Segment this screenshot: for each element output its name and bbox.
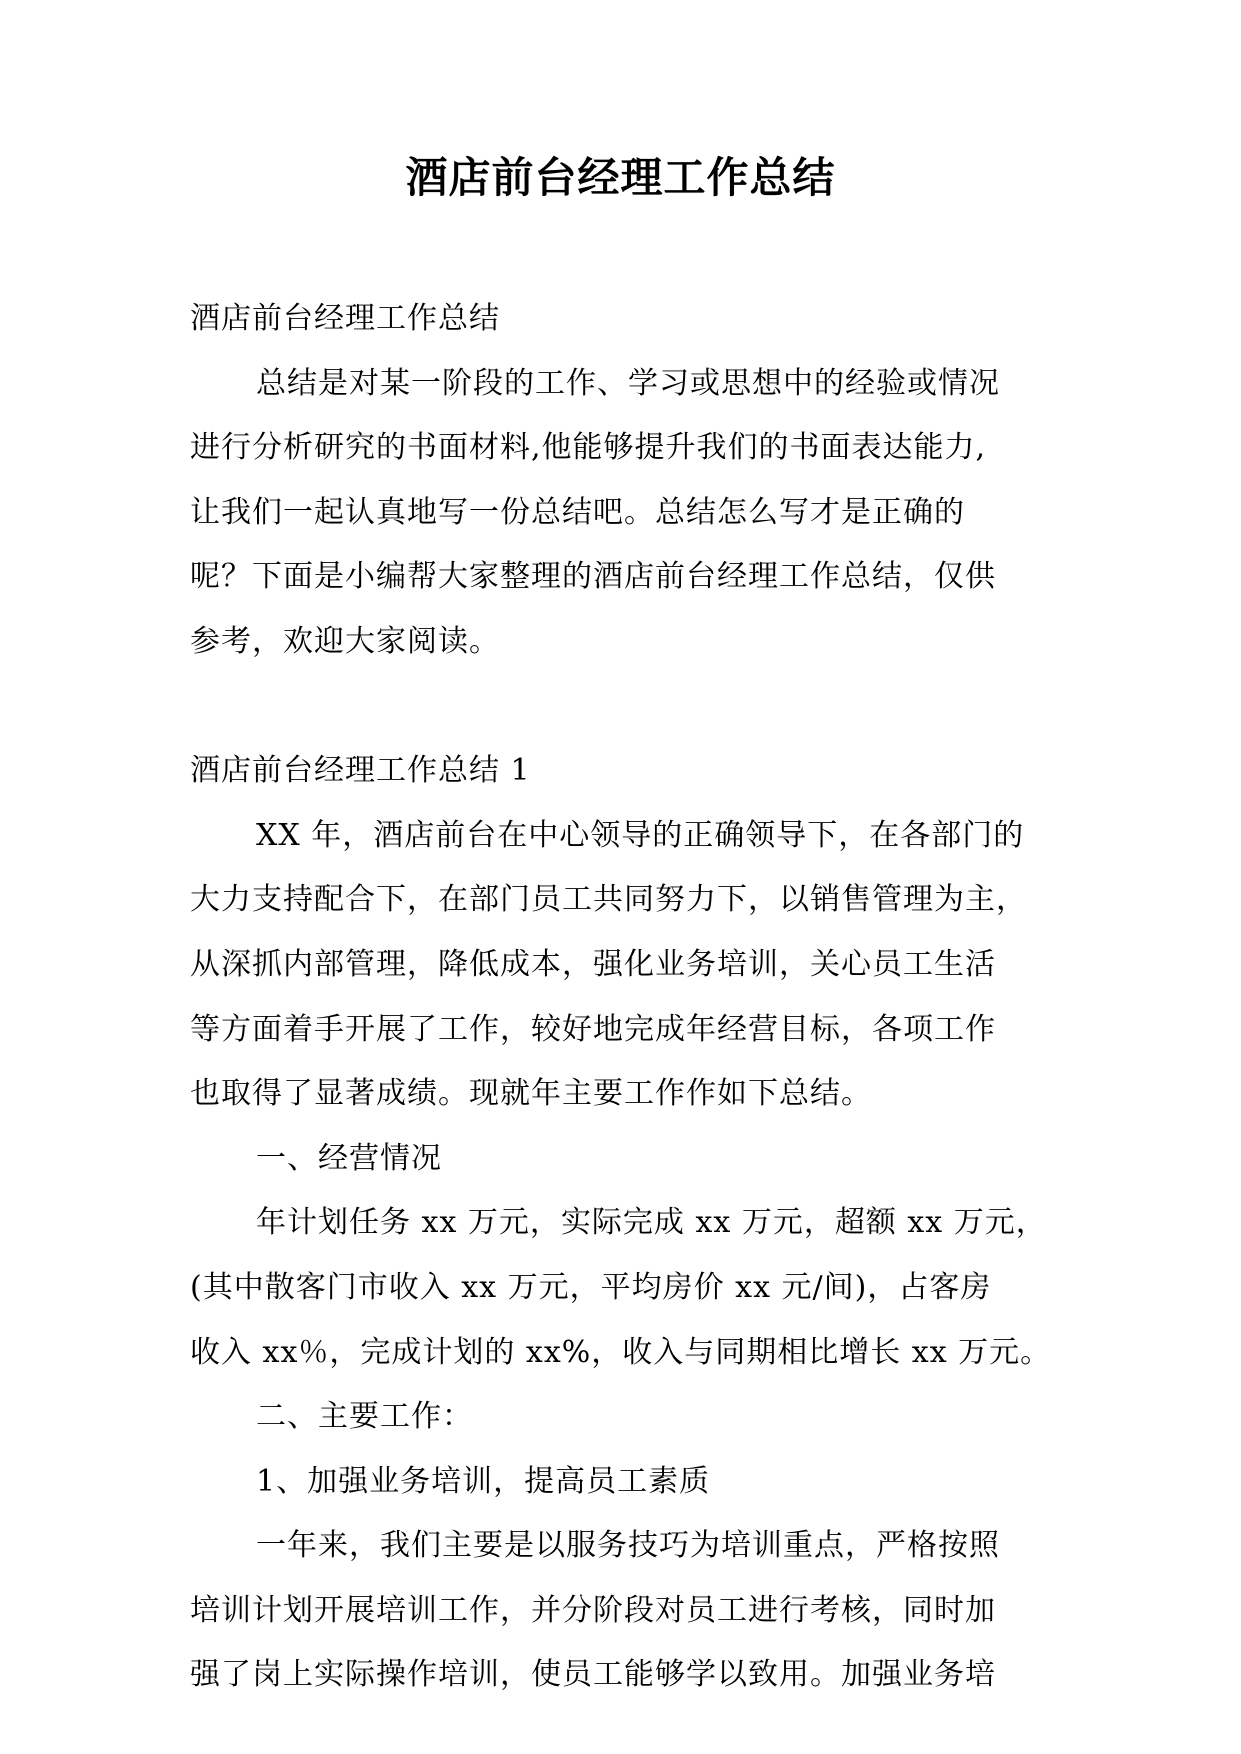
paragraph-line: 从深抓内部管理，降低成本，强化业务培训，关心员工生活 xyxy=(190,946,996,982)
paragraph-line: 年计划任务 xx 万元，实际完成 xx 万元，超额 xx 万元， xyxy=(256,1205,1047,1241)
blank-line xyxy=(190,675,1070,740)
subtitle-line: 酒店前台经理工作总结 xyxy=(190,301,500,336)
paragraph-line: 让我们一起认真地写一份总结吧。总结怎么写才是正确的 xyxy=(190,494,965,530)
paragraph-line: (其中散客门市收入 xx 万元，平均房价 xx 元/间)，占客房 xyxy=(190,1269,992,1305)
section-heading: 二、主要工作： xyxy=(256,1399,473,1435)
section-heading: 酒店前台经理工作总结 1 xyxy=(190,753,531,789)
paragraph-line: 也取得了显著成绩。现就年主要工作作如下总结。 xyxy=(190,1076,872,1112)
paragraph-line: 进行分析研究的书面材料,他能够提升我们的书面表达能力, xyxy=(190,430,987,466)
subsection-heading: 1、加强业务培训，提高员工素质 xyxy=(256,1463,711,1499)
paragraph-line: 一年来，我们主要是以服务技巧为培训重点，严格按照 xyxy=(256,1528,1000,1564)
paragraph-line: 呢？下面是小编帮大家整理的酒店前台经理工作总结，仅供 xyxy=(190,559,996,595)
paragraph-line: XX 年，酒店前台在中心领导的正确领导下，在各部门的 xyxy=(256,817,1025,853)
paragraph-line: 收入 xx％，完成计划的 xx%，收入与同期相比增长 xx 万元。 xyxy=(190,1334,1052,1370)
section-heading: 一、经营情况 xyxy=(256,1140,442,1176)
paragraph-line: 大力支持配合下，在部门员工共同努力下，以销售管理为主， xyxy=(190,882,1027,918)
document-title: 酒店前台经理工作总结 xyxy=(405,153,836,202)
document-body xyxy=(190,287,1070,1708)
paragraph-line: 参考，欢迎大家阅读。 xyxy=(190,623,500,659)
paragraph-line: 等方面着手开展了工作，较好地完成年经营目标，各项工作 xyxy=(190,1011,996,1047)
paragraph-line: 强了岗上实际操作培训，使员工能够学以致用。加强业务培 xyxy=(190,1657,996,1693)
paragraph-line: 总结是对某一阶段的工作、学习或思想中的经验或情况 xyxy=(256,365,1000,401)
paragraph-line: 培训计划开展培训工作，并分阶段对员工进行考核，同时加 xyxy=(190,1592,996,1628)
